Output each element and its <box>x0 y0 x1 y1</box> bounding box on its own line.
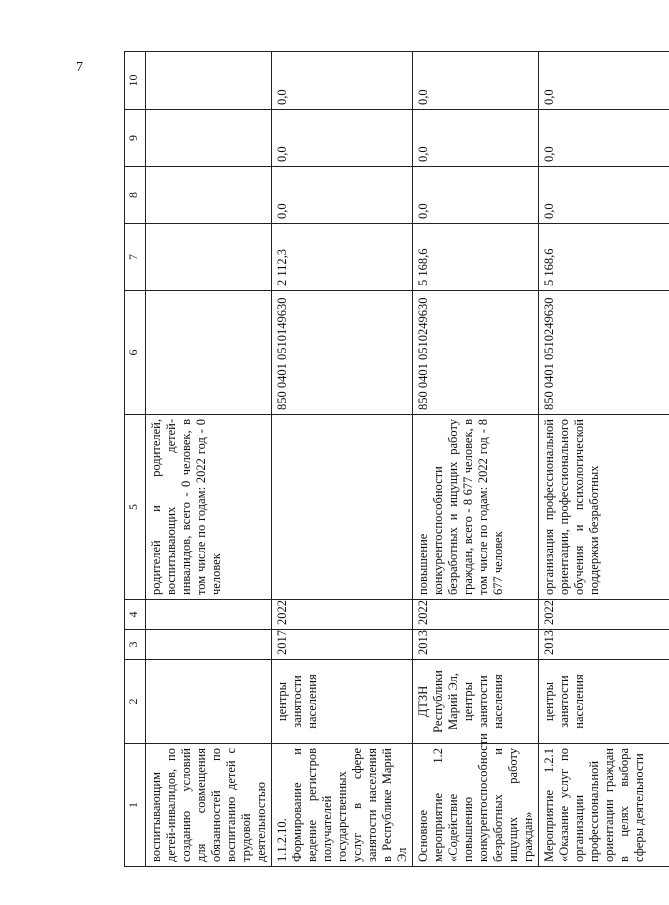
end-year-cell: 2022 <box>413 600 539 630</box>
column-header-9: 9 <box>125 110 146 167</box>
table-row <box>539 52 669 867</box>
end-year-cell <box>146 600 272 630</box>
expected-result-cell: организация профессиональной ориентации, профессионального обучения и психологической поддержки безработных <box>539 415 669 600</box>
column-header-2: 2 <box>125 660 146 744</box>
executor-cell: ДТЗН Республики Марий Эл, центры занятости населения <box>413 660 539 744</box>
rotated-table-container <box>124 52 646 867</box>
start-year-cell: 2013 <box>539 630 669 660</box>
expected-result-cell <box>272 415 413 600</box>
start-year-cell: 2017 <box>272 630 413 660</box>
column-header-7: 7 <box>125 224 146 291</box>
column-header-1: 1 <box>125 744 146 867</box>
column-header-10: 10 <box>125 52 146 110</box>
budget-code-cell: 850 0401 0510249630 <box>413 291 539 415</box>
start-year-cell: 2013 <box>413 630 539 660</box>
start-year-cell <box>146 630 272 660</box>
page-number: 7 <box>76 60 83 75</box>
column-header-6: 6 <box>125 291 146 415</box>
table-row <box>413 52 539 867</box>
column-header-4: 4 <box>125 600 146 630</box>
end-year-cell: 2022 <box>539 600 669 630</box>
measure-name-cell: 1.1.2.10. Формирование и ведение регистров получателей государственных услуг в сфере занятости населения в Республике Марий Эл <box>272 744 413 867</box>
value-col8-cell: 0,0 <box>413 167 539 224</box>
value-col10-cell: 0,0 <box>272 52 413 110</box>
value-col8-cell: 0,0 <box>539 167 669 224</box>
value-col9-cell <box>146 110 272 167</box>
value-col8-cell <box>146 167 272 224</box>
end-year-cell: 2022 <box>272 600 413 630</box>
budget-code-cell: 850 0401 0510149630 <box>272 291 413 415</box>
value-col7-cell: 5 168,6 <box>539 224 669 291</box>
value-col10-cell: 0,0 <box>539 52 669 110</box>
executor-cell <box>146 660 272 744</box>
value-col9-cell: 0,0 <box>272 110 413 167</box>
budget-code-cell <box>146 291 272 415</box>
budget-code-cell: 850 0401 0510249630 <box>539 291 669 415</box>
measure-name-cell: Основное мероприятие 1.2 «Содействие повышению конкурентоспособности безработных и ищущих работу граждан» <box>413 744 539 867</box>
value-col7-cell: 5 168,6 <box>413 224 539 291</box>
value-col9-cell: 0,0 <box>539 110 669 167</box>
column-header-5: 5 <box>125 415 146 600</box>
expected-result-cell: повышение конкурентоспособности безработных и ищущих работу граждан, всего - 8 677 человек, в том числе по годам: 2022 год - 8 677 человек <box>413 415 539 600</box>
measure-name-cell: воспитывающим детей-инвалидов, по созданию условий для совмещения обязанностей по воспитанию детей с трудовой деятельностью <box>146 744 272 867</box>
executor-cell: центры занятости населения <box>539 660 669 744</box>
table-row <box>272 52 413 867</box>
column-header-8: 8 <box>125 167 146 224</box>
column-header-3: 3 <box>125 630 146 660</box>
value-col10-cell <box>146 52 272 110</box>
measure-name-cell: Мероприятие 1.2.1 «Оказание услуг по организации профессиональной ориентации граждан в целях выбора сферы деятельности <box>539 744 669 867</box>
program-measures-table <box>124 51 669 867</box>
executor-cell: центры занятости населения <box>272 660 413 744</box>
expected-result-cell: родителей и родителей, воспитывающих детей-инвалидов, всего - 0 человек, в том числе по годам: 2022 год - 0 человек <box>146 415 272 600</box>
value-col7-cell: 2 112,3 <box>272 224 413 291</box>
value-col9-cell: 0,0 <box>413 110 539 167</box>
value-col7-cell <box>146 224 272 291</box>
table-row <box>146 52 272 867</box>
header-row <box>125 52 146 867</box>
value-col10-cell: 0,0 <box>413 52 539 110</box>
value-col8-cell: 0,0 <box>272 167 413 224</box>
